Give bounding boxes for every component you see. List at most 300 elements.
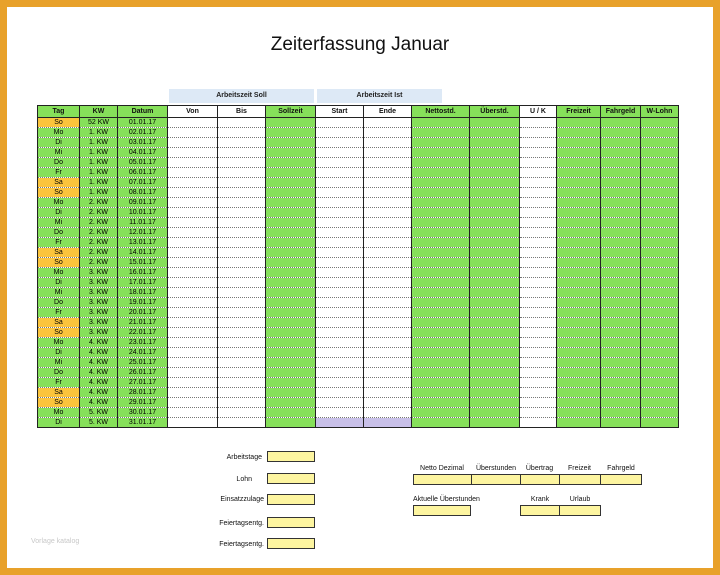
cell-uk[interactable] [520,248,557,258]
cell-bis[interactable] [218,368,266,378]
cell-start[interactable] [316,278,364,288]
cell-start[interactable] [316,258,364,268]
cell-von[interactable] [168,268,218,278]
cell-fahrgeld[interactable] [601,338,641,348]
cell-ueberstd[interactable] [470,348,520,358]
cell-sollzeit[interactable] [266,118,316,128]
cell-ende[interactable] [364,248,412,258]
cell-freizeit[interactable] [557,298,601,308]
cell-wlohn[interactable] [641,328,679,338]
cell-bis[interactable] [218,178,266,188]
cell-freizeit[interactable] [557,388,601,398]
cell-ende[interactable] [364,378,412,388]
cell-start[interactable] [316,118,364,128]
cell-uk[interactable] [520,228,557,238]
cell-nettostd[interactable] [412,238,470,248]
cell-von[interactable] [168,278,218,288]
cell-start[interactable] [316,388,364,398]
cell-bis[interactable] [218,218,266,228]
cell-freizeit[interactable] [557,308,601,318]
cell-ende[interactable] [364,398,412,408]
cell-wlohn[interactable] [641,368,679,378]
cell-ende[interactable] [364,228,412,238]
cell-von[interactable] [168,228,218,238]
cell-sollzeit[interactable] [266,378,316,388]
cell-uk[interactable] [520,128,557,138]
cell-uk[interactable] [520,418,557,428]
cell-sollzeit[interactable] [266,138,316,148]
cell-sollzeit[interactable] [266,348,316,358]
cell-ende[interactable] [364,238,412,248]
cell-sollzeit[interactable] [266,288,316,298]
cell-wlohn[interactable] [641,168,679,178]
cell-sollzeit[interactable] [266,198,316,208]
cell-fahrgeld[interactable] [601,128,641,138]
cell-wlohn[interactable] [641,358,679,368]
cell-ende[interactable] [364,328,412,338]
cell-fahrgeld[interactable] [601,218,641,228]
cell-uk[interactable] [520,348,557,358]
cell-sollzeit[interactable] [266,208,316,218]
cell-freizeit[interactable] [557,178,601,188]
cell-bis[interactable] [218,338,266,348]
cell-von[interactable] [168,328,218,338]
cell-start[interactable] [316,248,364,258]
cell-freizeit[interactable] [557,288,601,298]
cell-freizeit[interactable] [557,218,601,228]
cell-uk[interactable] [520,358,557,368]
cell-ende[interactable] [364,368,412,378]
cell-freizeit[interactable] [557,138,601,148]
cell-nettostd[interactable] [412,268,470,278]
cell-bis[interactable] [218,168,266,178]
cell-wlohn[interactable] [641,238,679,248]
cell-fahrgeld[interactable] [601,418,641,428]
cell-ueberstd[interactable] [470,118,520,128]
cell-bis[interactable] [218,298,266,308]
cell-nettostd[interactable] [412,358,470,368]
cell-sollzeit[interactable] [266,238,316,248]
cell-bis[interactable] [218,268,266,278]
cell-ueberstd[interactable] [470,178,520,188]
cell-von[interactable] [168,348,218,358]
cell-uk[interactable] [520,268,557,278]
cell-fahrgeld[interactable] [601,298,641,308]
cell-wlohn[interactable] [641,308,679,318]
cell-ueberstd[interactable] [470,398,520,408]
aktuelle-ueberstunden-field[interactable] [413,505,471,516]
cell-fahrgeld[interactable] [601,358,641,368]
cell-ende[interactable] [364,358,412,368]
cell-von[interactable] [168,358,218,368]
cell-start[interactable] [316,188,364,198]
cell-ende[interactable] [364,338,412,348]
cell-ende[interactable] [364,308,412,318]
cell-fahrgeld[interactable] [601,178,641,188]
netto-dezimal-field[interactable] [413,474,472,485]
cell-fahrgeld[interactable] [601,268,641,278]
cell-bis[interactable] [218,148,266,158]
cell-start[interactable] [316,318,364,328]
cell-ueberstd[interactable] [470,268,520,278]
cell-freizeit[interactable] [557,408,601,418]
cell-von[interactable] [168,418,218,428]
cell-von[interactable] [168,248,218,258]
cell-von[interactable] [168,398,218,408]
cell-start[interactable] [316,348,364,358]
cell-ende[interactable] [364,138,412,148]
cell-uk[interactable] [520,218,557,228]
cell-wlohn[interactable] [641,338,679,348]
cell-sollzeit[interactable] [266,268,316,278]
cell-bis[interactable] [218,228,266,238]
cell-ende[interactable] [364,178,412,188]
cell-freizeit[interactable] [557,278,601,288]
cell-wlohn[interactable] [641,178,679,188]
cell-ueberstd[interactable] [470,298,520,308]
cell-start[interactable] [316,398,364,408]
cell-fahrgeld[interactable] [601,148,641,158]
cell-uk[interactable] [520,148,557,158]
cell-ende[interactable] [364,298,412,308]
cell-bis[interactable] [218,288,266,298]
cell-von[interactable] [168,298,218,308]
cell-freizeit[interactable] [557,228,601,238]
cell-uk[interactable] [520,328,557,338]
cell-uk[interactable] [520,198,557,208]
cell-nettostd[interactable] [412,258,470,268]
cell-freizeit[interactable] [557,368,601,378]
cell-ende[interactable] [364,198,412,208]
cell-ende[interactable] [364,318,412,328]
cell-sollzeit[interactable] [266,308,316,318]
cell-nettostd[interactable] [412,128,470,138]
cell-bis[interactable] [218,128,266,138]
cell-wlohn[interactable] [641,398,679,408]
cell-ende[interactable] [364,348,412,358]
cell-uk[interactable] [520,288,557,298]
cell-von[interactable] [168,318,218,328]
cell-sollzeit[interactable] [266,388,316,398]
cell-uk[interactable] [520,318,557,328]
cell-nettostd[interactable] [412,348,470,358]
cell-wlohn[interactable] [641,278,679,288]
cell-freizeit[interactable] [557,348,601,358]
cell-nettostd[interactable] [412,278,470,288]
cell-uk[interactable] [520,378,557,388]
cell-bis[interactable] [218,398,266,408]
cell-fahrgeld[interactable] [601,258,641,268]
cell-sollzeit[interactable] [266,158,316,168]
cell-wlohn[interactable] [641,258,679,268]
cell-freizeit[interactable] [557,158,601,168]
cell-start[interactable] [316,378,364,388]
cell-ende[interactable] [364,388,412,398]
cell-wlohn[interactable] [641,128,679,138]
cell-von[interactable] [168,218,218,228]
feiertagsentg-field-1[interactable] [267,517,315,528]
feiertagsentg-field-2[interactable] [267,538,315,549]
cell-von[interactable] [168,408,218,418]
cell-bis[interactable] [218,118,266,128]
cell-nettostd[interactable] [412,388,470,398]
cell-start[interactable] [316,298,364,308]
cell-bis[interactable] [218,318,266,328]
cell-ueberstd[interactable] [470,228,520,238]
cell-ueberstd[interactable] [470,148,520,158]
cell-uk[interactable] [520,338,557,348]
cell-uk[interactable] [520,258,557,268]
cell-von[interactable] [168,138,218,148]
cell-freizeit[interactable] [557,378,601,388]
lohn-field[interactable] [267,473,315,484]
cell-von[interactable] [168,188,218,198]
cell-ueberstd[interactable] [470,278,520,288]
cell-ueberstd[interactable] [470,198,520,208]
cell-start[interactable] [316,368,364,378]
cell-ueberstd[interactable] [470,168,520,178]
cell-nettostd[interactable] [412,178,470,188]
fahrgeld-field[interactable] [600,474,642,485]
cell-uk[interactable] [520,238,557,248]
cell-von[interactable] [168,118,218,128]
cell-freizeit[interactable] [557,208,601,218]
cell-bis[interactable] [218,258,266,268]
cell-uk[interactable] [520,188,557,198]
cell-fahrgeld[interactable] [601,198,641,208]
cell-wlohn[interactable] [641,208,679,218]
cell-nettostd[interactable] [412,368,470,378]
cell-freizeit[interactable] [557,148,601,158]
cell-ende[interactable] [364,168,412,178]
freizeit-field[interactable] [559,474,601,485]
cell-von[interactable] [168,388,218,398]
cell-sollzeit[interactable] [266,418,316,428]
cell-ende[interactable] [364,148,412,158]
cell-fahrgeld[interactable] [601,238,641,248]
cell-ueberstd[interactable] [470,408,520,418]
cell-wlohn[interactable] [641,148,679,158]
cell-start[interactable] [316,128,364,138]
cell-ueberstd[interactable] [470,388,520,398]
cell-wlohn[interactable] [641,188,679,198]
cell-wlohn[interactable] [641,138,679,148]
cell-nettostd[interactable] [412,168,470,178]
cell-sollzeit[interactable] [266,168,316,178]
cell-freizeit[interactable] [557,188,601,198]
cell-bis[interactable] [218,388,266,398]
cell-ende[interactable] [364,288,412,298]
uebertrag-field[interactable] [520,474,560,485]
cell-fahrgeld[interactable] [601,348,641,358]
cell-nettostd[interactable] [412,248,470,258]
cell-bis[interactable] [218,348,266,358]
cell-ueberstd[interactable] [470,358,520,368]
cell-nettostd[interactable] [412,408,470,418]
cell-fahrgeld[interactable] [601,228,641,238]
cell-uk[interactable] [520,398,557,408]
cell-freizeit[interactable] [557,328,601,338]
cell-ende[interactable] [364,128,412,138]
cell-nettostd[interactable] [412,208,470,218]
cell-uk[interactable] [520,138,557,148]
cell-fahrgeld[interactable] [601,398,641,408]
cell-start[interactable] [316,418,364,428]
cell-bis[interactable] [218,208,266,218]
cell-von[interactable] [168,308,218,318]
cell-nettostd[interactable] [412,148,470,158]
cell-bis[interactable] [218,278,266,288]
cell-fahrgeld[interactable] [601,388,641,398]
cell-nettostd[interactable] [412,198,470,208]
cell-ende[interactable] [364,158,412,168]
cell-start[interactable] [316,308,364,318]
cell-ueberstd[interactable] [470,378,520,388]
cell-fahrgeld[interactable] [601,328,641,338]
cell-freizeit[interactable] [557,238,601,248]
cell-sollzeit[interactable] [266,368,316,378]
cell-sollzeit[interactable] [266,248,316,258]
cell-nettostd[interactable] [412,218,470,228]
cell-wlohn[interactable] [641,318,679,328]
urlaub-field[interactable] [559,505,601,516]
cell-freizeit[interactable] [557,318,601,328]
cell-bis[interactable] [218,328,266,338]
cell-bis[interactable] [218,248,266,258]
cell-fahrgeld[interactable] [601,208,641,218]
cell-ende[interactable] [364,268,412,278]
cell-nettostd[interactable] [412,118,470,128]
cell-sollzeit[interactable] [266,278,316,288]
cell-uk[interactable] [520,118,557,128]
cell-von[interactable] [168,158,218,168]
cell-freizeit[interactable] [557,118,601,128]
cell-uk[interactable] [520,388,557,398]
cell-bis[interactable] [218,198,266,208]
cell-von[interactable] [168,198,218,208]
cell-wlohn[interactable] [641,118,679,128]
cell-bis[interactable] [218,378,266,388]
cell-wlohn[interactable] [641,268,679,278]
cell-freizeit[interactable] [557,198,601,208]
cell-von[interactable] [168,258,218,268]
cell-fahrgeld[interactable] [601,378,641,388]
cell-bis[interactable] [218,238,266,248]
cell-sollzeit[interactable] [266,148,316,158]
arbeitstage-field[interactable] [267,451,315,462]
cell-sollzeit[interactable] [266,328,316,338]
cell-ueberstd[interactable] [470,318,520,328]
cell-fahrgeld[interactable] [601,158,641,168]
cell-wlohn[interactable] [641,388,679,398]
cell-start[interactable] [316,358,364,368]
cell-fahrgeld[interactable] [601,168,641,178]
cell-ende[interactable] [364,118,412,128]
cell-wlohn[interactable] [641,348,679,358]
cell-ende[interactable] [364,208,412,218]
cell-wlohn[interactable] [641,298,679,308]
cell-wlohn[interactable] [641,228,679,238]
cell-nettostd[interactable] [412,228,470,238]
cell-bis[interactable] [218,418,266,428]
cell-sollzeit[interactable] [266,128,316,138]
cell-start[interactable] [316,288,364,298]
cell-sollzeit[interactable] [266,228,316,238]
cell-start[interactable] [316,148,364,158]
cell-nettostd[interactable] [412,288,470,298]
cell-von[interactable] [168,338,218,348]
cell-freizeit[interactable] [557,268,601,278]
cell-von[interactable] [168,148,218,158]
cell-von[interactable] [168,368,218,378]
cell-ende[interactable] [364,278,412,288]
cell-fahrgeld[interactable] [601,308,641,318]
cell-ueberstd[interactable] [470,218,520,228]
cell-freizeit[interactable] [557,418,601,428]
cell-fahrgeld[interactable] [601,288,641,298]
cell-sollzeit[interactable] [266,338,316,348]
cell-freizeit[interactable] [557,258,601,268]
cell-ueberstd[interactable] [470,368,520,378]
cell-ende[interactable] [364,188,412,198]
cell-wlohn[interactable] [641,408,679,418]
cell-nettostd[interactable] [412,138,470,148]
cell-von[interactable] [168,168,218,178]
cell-von[interactable] [168,208,218,218]
cell-start[interactable] [316,198,364,208]
cell-fahrgeld[interactable] [601,278,641,288]
cell-ende[interactable] [364,218,412,228]
cell-start[interactable] [316,338,364,348]
cell-ueberstd[interactable] [470,158,520,168]
cell-sollzeit[interactable] [266,358,316,368]
cell-ueberstd[interactable] [470,288,520,298]
cell-ueberstd[interactable] [470,308,520,318]
cell-start[interactable] [316,208,364,218]
cell-bis[interactable] [218,308,266,318]
cell-von[interactable] [168,178,218,188]
cell-ende[interactable] [364,408,412,418]
cell-fahrgeld[interactable] [601,368,641,378]
cell-sollzeit[interactable] [266,258,316,268]
cell-ueberstd[interactable] [470,208,520,218]
cell-wlohn[interactable] [641,288,679,298]
cell-ueberstd[interactable] [470,418,520,428]
cell-uk[interactable] [520,208,557,218]
cell-ende[interactable] [364,418,412,428]
cell-uk[interactable] [520,178,557,188]
cell-wlohn[interactable] [641,378,679,388]
cell-start[interactable] [316,138,364,148]
cell-ueberstd[interactable] [470,248,520,258]
cell-sollzeit[interactable] [266,188,316,198]
cell-fahrgeld[interactable] [601,408,641,418]
cell-nettostd[interactable] [412,318,470,328]
cell-start[interactable] [316,238,364,248]
cell-freizeit[interactable] [557,398,601,408]
cell-uk[interactable] [520,408,557,418]
cell-freizeit[interactable] [557,248,601,258]
cell-sollzeit[interactable] [266,398,316,408]
cell-bis[interactable] [218,408,266,418]
cell-ueberstd[interactable] [470,188,520,198]
cell-uk[interactable] [520,158,557,168]
cell-bis[interactable] [218,158,266,168]
cell-uk[interactable] [520,298,557,308]
cell-sollzeit[interactable] [266,318,316,328]
cell-nettostd[interactable] [412,298,470,308]
cell-nettostd[interactable] [412,188,470,198]
